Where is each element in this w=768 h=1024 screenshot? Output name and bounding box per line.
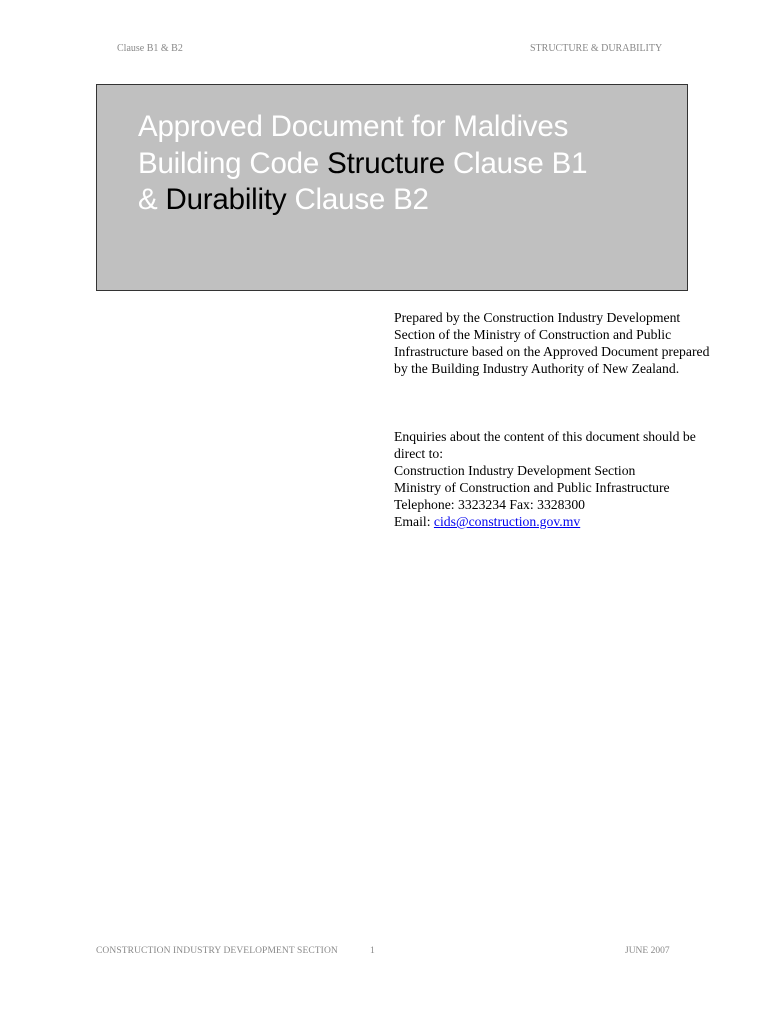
title-line-3-part-a: & bbox=[138, 183, 166, 216]
footer-organization: CONSTRUCTION INDUSTRY DEVELOPMENT SECTION bbox=[96, 946, 338, 956]
contact-email-line bbox=[394, 513, 724, 530]
contact-section-name: Construction Industry Development Section bbox=[394, 463, 636, 478]
prepared-by-paragraph: Prepared by the Construction Industry Development Section of the Ministry of Construction and Public Infrastructure based on the Approved Document prepared by the Building Industry Authority of New Zealand. bbox=[394, 310, 710, 376]
title-line-1: Approved Document for Maldives bbox=[138, 110, 569, 143]
enquiries-intro: Enquiries about the content of this document should be direct to: bbox=[394, 429, 696, 461]
contact-ministry-name: Ministry of Construction and Public Infrastructure bbox=[394, 480, 670, 495]
page-number: 1 bbox=[370, 946, 375, 956]
title-line-3-part-c: Clause B2 bbox=[286, 183, 429, 216]
title-structure-word: Structure bbox=[327, 146, 445, 180]
email-label: Email: bbox=[394, 514, 434, 529]
footer-date: JUNE 2007 bbox=[625, 946, 670, 956]
contact-phone-fax: Telephone: 3323234 Fax: 3328300 bbox=[394, 497, 586, 512]
title-line-2-part-a: Building Code bbox=[138, 146, 328, 180]
enquiries-block bbox=[394, 428, 724, 530]
running-header-topic: STRUCTURE & DURABILITY bbox=[530, 43, 663, 54]
email-link[interactable]: cids@construction.gov.mv bbox=[433, 514, 581, 529]
title-box bbox=[96, 84, 688, 291]
running-header-clause: Clause B1 & B2 bbox=[117, 43, 183, 54]
title-durability-word: Durability bbox=[165, 183, 287, 216]
title-line-2-part-c: Clause B1 bbox=[444, 146, 588, 180]
document-title bbox=[138, 109, 638, 219]
